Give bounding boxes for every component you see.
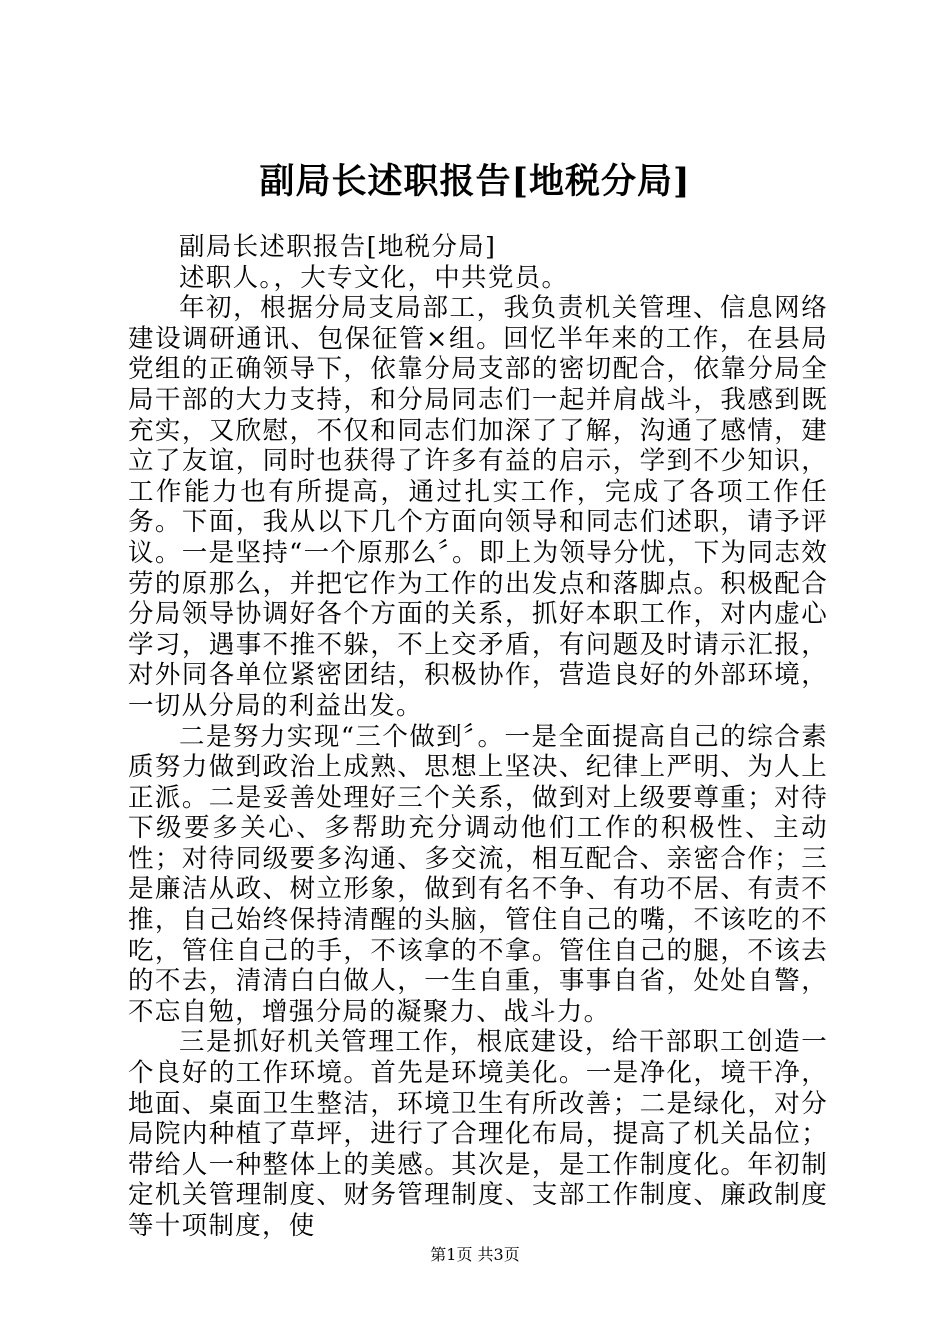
paragraph: 副局长述职报告[地税分局] — [179, 232, 497, 262]
page-title: 副局长述职报告[地税分局] — [259, 161, 691, 202]
document-body — [128, 232, 828, 1242]
paragraph: 三是抓好机关管理工作，根底建设，给干部职工创造一个良好的工作环境。首先是环境美化。一是净化，境干净，地面、桌面卫生整洁，环境卫生有所改善；二是绿化，对分局院内种植了草坪，进行了合理化布局，提高了机关品位；带给人一种整体上的美感。其次是，是工作制度化。年初制定机关管理制度、财务管理制度、支部工作制度、廉政制度等十项制度，使 — [128, 1027, 828, 1241]
paragraph: 述职人。，大专文化，中共党员。 — [179, 262, 569, 293]
paragraph: 二是努力实现“三个做到〞。一是全面提高自己的综合素质努力做到政治上成熟、思想上坚决、纪律上严明、为人上正派。二是妥善处理好三个关系，做到对上级要尊重；对待下级要多关心、多帮助充分调动他们工作的积极性、主动性；对待同级要多沟通、多交流，相互配合、亲密合作；三是廉洁从政、树立形象，做到有名不争、有功不居、有责不推，自己始终保持清醒的头脑，管住自己的嘴，不该吃的不吃，管住自己的手，不该拿的不拿。管住自己的腿，不该去的不去，清清白白做人，一生自重，事事自省，处处自警，不忘自勉，增强分局的凝聚力、战斗力。 — [128, 721, 828, 1027]
paragraph: 年初，根据分局支局部工，我负责机关管理、信息网络建设调研通讯、包保征管×组。回忆半年来的工作，在县局党组的正确领导下，依靠分局支部的密切配合，依靠分局全局干部的大力支持，和分局同志们一起并肩战斗，我感到既充实，又欣慰，不仅和同志们加深了了解，沟通了感情，建立了友谊，同时也获得了许多有益的启示，学到不少知识，工作能力也有所提高，通过扎实工作，完成了各项工作任务。下面，我从以下几个方面向领导和同志们述职，请予评议。一是坚持“一个原那么〞。即上为领导分忧，下为同志效劳的原那么，并把它作为工作的出发点和落脚点。积极配合分局领导协调好各个方面的关系，抓好本职工作，对内虚心学习，遇事不推不躲，不上交矛盾，有问题及时请示汇报，对外同各单位紧密团结，积极协作，营造良好的外部环境，一切从分局的利益出发。 — [128, 293, 828, 721]
page-footer: 第1页 共3页 — [430, 1245, 520, 1264]
